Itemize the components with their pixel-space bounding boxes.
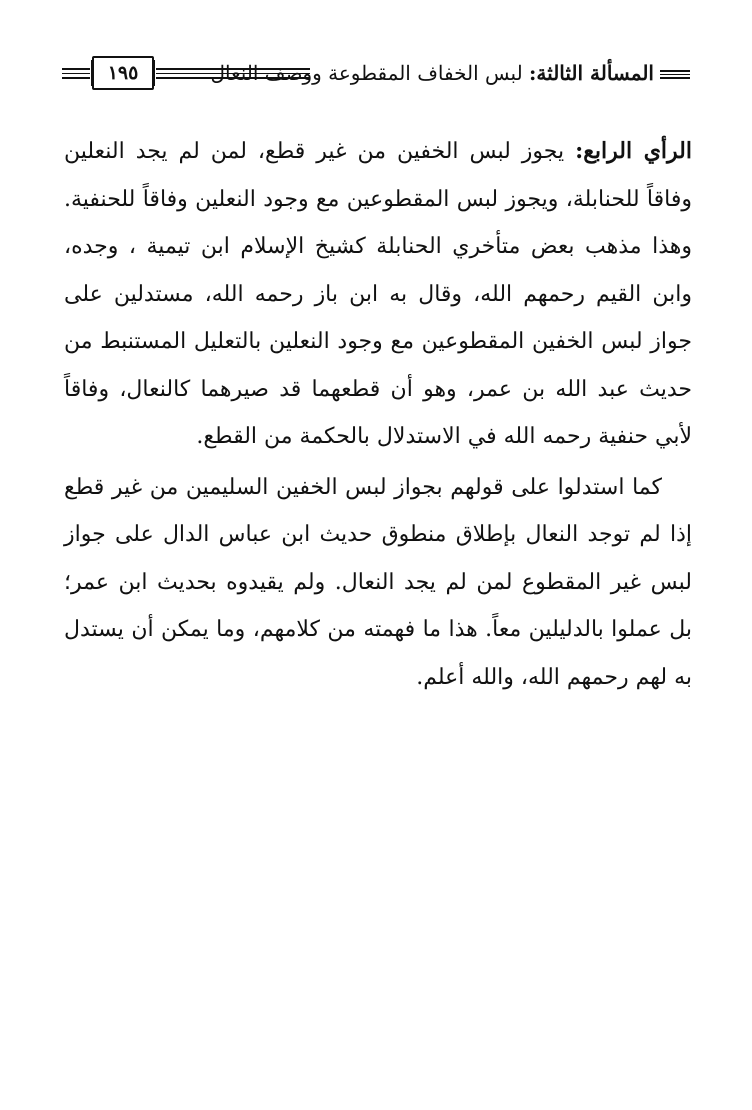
header-rule-end bbox=[62, 68, 90, 79]
header-rule-line bbox=[156, 68, 310, 79]
header-rule-ornament bbox=[660, 70, 690, 79]
paragraph-text: يجوز لبس الخفين من غير قطع، لمن لم يجد النعلين وفاقاً للحنابلة، ويجوز لبس المقطوعين مع وجود النعلين وفاقاً للحنفية. وهذا مذهب بعض متأخري الحنابلة كشيخ الإسلام ابن تيمية ، وجده، وابن القيم رحمهم الله، وقال به ابن باز رحمه الله، مستدلين على جواز لبس الخفين المقطوعين مع وجود النعلين بالتعليل المستنبط من حديث عبد الله بن عمر، وهو أن قطعهما قد صيرهما كالنعال، وفاقاً لأبي حنفية رحمه الله في الاستدلال بالحكمة من القطع. bbox=[64, 139, 692, 449]
paragraph bbox=[64, 128, 692, 461]
chapter-title-label: المسألة الثالثة: bbox=[529, 61, 654, 85]
chapter-title-text: لبس الخفاف المقطوعة ووصف النعال bbox=[210, 61, 530, 85]
page-number: ١٩٥ bbox=[92, 56, 154, 90]
paragraph-text: كما استدلوا على قولهم بجواز لبس الخفين السليمين من غير قطع إذا لم توجد النعال بإطلاق منطوق حديث ابن عباس الدال على جواز لبس غير المقطوع لمن لم يجد النعال. ولم يقيدوه بحديث ابن عمر؛ بل عملوا بالدليلين معاً. هذا ما فهمته من كلامهم، وما يمكن أن يستدل به لهم رحمهم الله، والله أعلم. bbox=[64, 474, 692, 690]
paragraph bbox=[64, 464, 692, 702]
main-text bbox=[64, 128, 692, 701]
paragraph-lead: الرأي الرابع: bbox=[575, 138, 693, 164]
running-header bbox=[62, 56, 690, 92]
